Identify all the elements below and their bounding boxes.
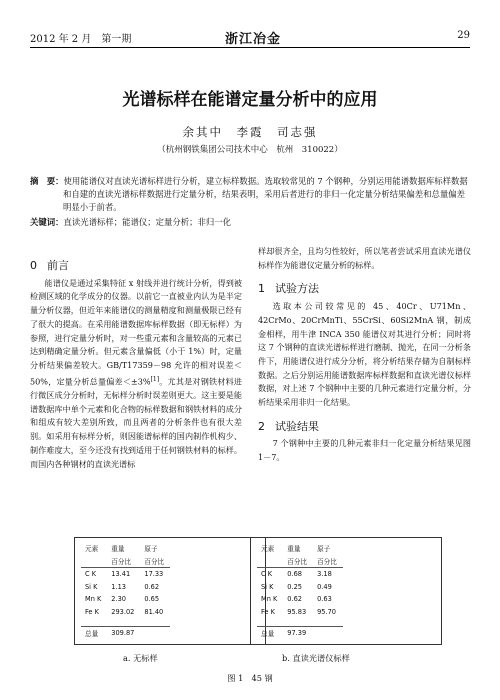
table-spacer [257,618,343,627]
cell: 0.62 [287,595,302,604]
table-total-row [81,627,170,640]
running-header [30,30,470,46]
table-row [257,568,343,581]
cell: 293.02 [111,607,135,616]
intro-paragraph [30,277,242,472]
col-subheader: 百分比 [313,555,343,568]
page-number: 29 [457,30,470,41]
cell: 0.62 [144,582,160,591]
subfigure-caption-a: a. 无标样 [123,653,158,663]
abstract [30,175,470,214]
table-total-row [257,627,343,640]
cell: 13.41 [111,570,131,579]
cell: 309.87 [107,627,140,640]
cell: Mn K [261,595,278,604]
abstract-block [30,175,470,229]
intro-text: 能谱仪是通过采集特征 x 射线并进行统计分析，得到被检测区域的化学成分的仪器。以前它一直被业内认为是半定量分析仪器，但近年来能谱仪的测量精度和测量极限已经有了很大的提高。在采用能谱数据库标样数据（即无标样）为参照，进行定量分析时，对一些重元素和含量较高的元素已达到精确定量分析。但元素含量偏低（小于 1%）时，定量分析结果偏差较大。GB/T17359－98 允许的相对误差＜50%，定量分析总量偏差＜±3% [30,277,242,387]
col-header: 重量 [287,545,301,554]
section-number: 1 [258,282,265,296]
cell: 1.13 [111,582,126,591]
journal-name: 浙江冶金 [225,32,282,47]
figure-table-a [74,537,266,645]
col-header: 原子 [144,545,158,554]
cell: 81.40 [144,607,164,616]
section-heading-method [258,282,471,296]
table-row [257,593,343,606]
cell: 0.49 [317,582,332,591]
results-paragraph: 7 个钢种中主要的几种元素非归一化定量分析结果见图 1－7。 [258,438,471,463]
cell: 95.83 [287,607,307,616]
figure-table-b [250,537,442,645]
intro-paragraph-cont: 样却很齐全，且均匀性较好，所以笔者尝试采用直读光谱仪标样作为能谱仪定量分析的标样。 [258,246,471,270]
paper-title: 光谱标样在能谱定量分析中的应用 [122,90,378,110]
method-paragraph: 选取本公司较常见的 45、40Cr、U71Mn、42CrMo、20CrMnTi、55CrSi、60Si2MnA 钢，制成金相样，用牛津 INCA 350 能谱仪对其进行分析；同时将这 7 个钢种的直读光谱标样进行磨制、抛光，在同一分析条件下，用能谱仪进行成分分析，将分析结果存储为自制标样数据。之后分别运用能谱数据库标样数据和直读光谱仪标样数据，对上述 7 个钢种中主要的几种元素进行定量分析，分析结果采用非归一化结果。 [258,301,471,408]
section-number: 2 [258,419,265,433]
table-header [257,542,343,555]
cell: 总量 [81,627,107,640]
col-header: 元素 [261,545,275,554]
table-subheader [257,555,343,568]
issue-date: 2012 年 2 月 第一期 [30,34,132,45]
cell: C K [261,570,273,579]
intro-text-cont: 。尤其是对钢铁材料进行微区成分分析时，无标样分析时误差则更大。这主要是能谱数据库中单个元素和化合物的标样数据和钢铁材料的成分和组成有较大差别所致，而且两者的分析条件也有很大差别。如采用有标样分析，则因能谱标样的国内制作机构少、制作难度大，至今还没有找到适用于任何钢铁材料的标样。而国内各种钢材的直读光谱标 [30,376,242,469]
subfigure-caption-b: b. 直读光谱仪标样 [282,653,350,663]
citation-ref[interactable]: [1] [150,375,160,383]
cell: 总量 [257,627,283,640]
authors: 余其中 李霞 司志强 [182,125,318,139]
col-header: 元素 [85,545,99,554]
figure-caption: 图 1 45 钢 [227,673,273,683]
table-subheader [81,555,170,568]
col-subheader [81,555,107,568]
table-header [81,542,170,555]
section-heading-intro [30,259,242,273]
cell: 0.65 [144,595,160,604]
section-title: 试验方法 [275,282,319,296]
result-table-b [257,542,343,640]
cell: 3.18 [317,570,332,579]
cell: Mn K [85,595,102,604]
cell: Fe K [85,607,99,616]
right-column [258,245,471,465]
section-heading-results [258,420,471,434]
table-row [81,593,170,606]
section-number: 0 [30,259,37,272]
table-row [81,581,170,594]
keywords-label: 关键词： [30,217,64,227]
cell [140,627,170,640]
abstract-label: 摘 要： [30,176,64,186]
cell: 0.25 [287,582,302,591]
cell: 17.33 [144,570,164,579]
cell [313,627,343,640]
affiliation: （杭州钢铁集团公司技术中心 杭州 310022） [157,145,343,155]
abstract-text: 使用能谱仪对直读光谱标样进行分析，建立标样数据。选取较常见的 7 个钢种，分别运用能谱数据库标样数据和自建的直读光谱标样数据进行定量分析，结果表明，采用后者进行的非归一化定量分析结果偏差和总量偏差明显小于前者。 [63,176,468,212]
cell: 0.68 [287,570,302,579]
keywords-text: 直读光谱标样；能谱仪；定量分析；非归一化 [63,217,231,227]
col-subheader: 百分比 [140,555,170,568]
header-rule [30,47,470,48]
cell: 97.39 [283,627,313,640]
cell: 0.63 [317,595,332,604]
table-spacer [81,618,170,627]
cell: Si K [85,582,98,591]
section-title: 前言 [47,259,69,272]
table-row [81,606,170,619]
col-header: 重量 [111,545,125,554]
cell: Si K [261,582,274,591]
left-column [30,253,242,471]
col-subheader: 百分比 [283,555,313,568]
cell: 2.30 [111,595,126,604]
table-row [81,568,170,581]
result-table-a [81,542,170,640]
cell: Fe K [261,607,275,616]
table-row [257,606,343,619]
cell: 95.70 [317,607,336,616]
col-subheader: 百分比 [107,555,140,568]
section-title: 试验结果 [275,419,319,433]
cell: C K [85,570,97,579]
table-row [257,581,343,594]
col-subheader [257,555,283,568]
keywords [30,216,470,229]
col-header: 原子 [317,545,331,554]
